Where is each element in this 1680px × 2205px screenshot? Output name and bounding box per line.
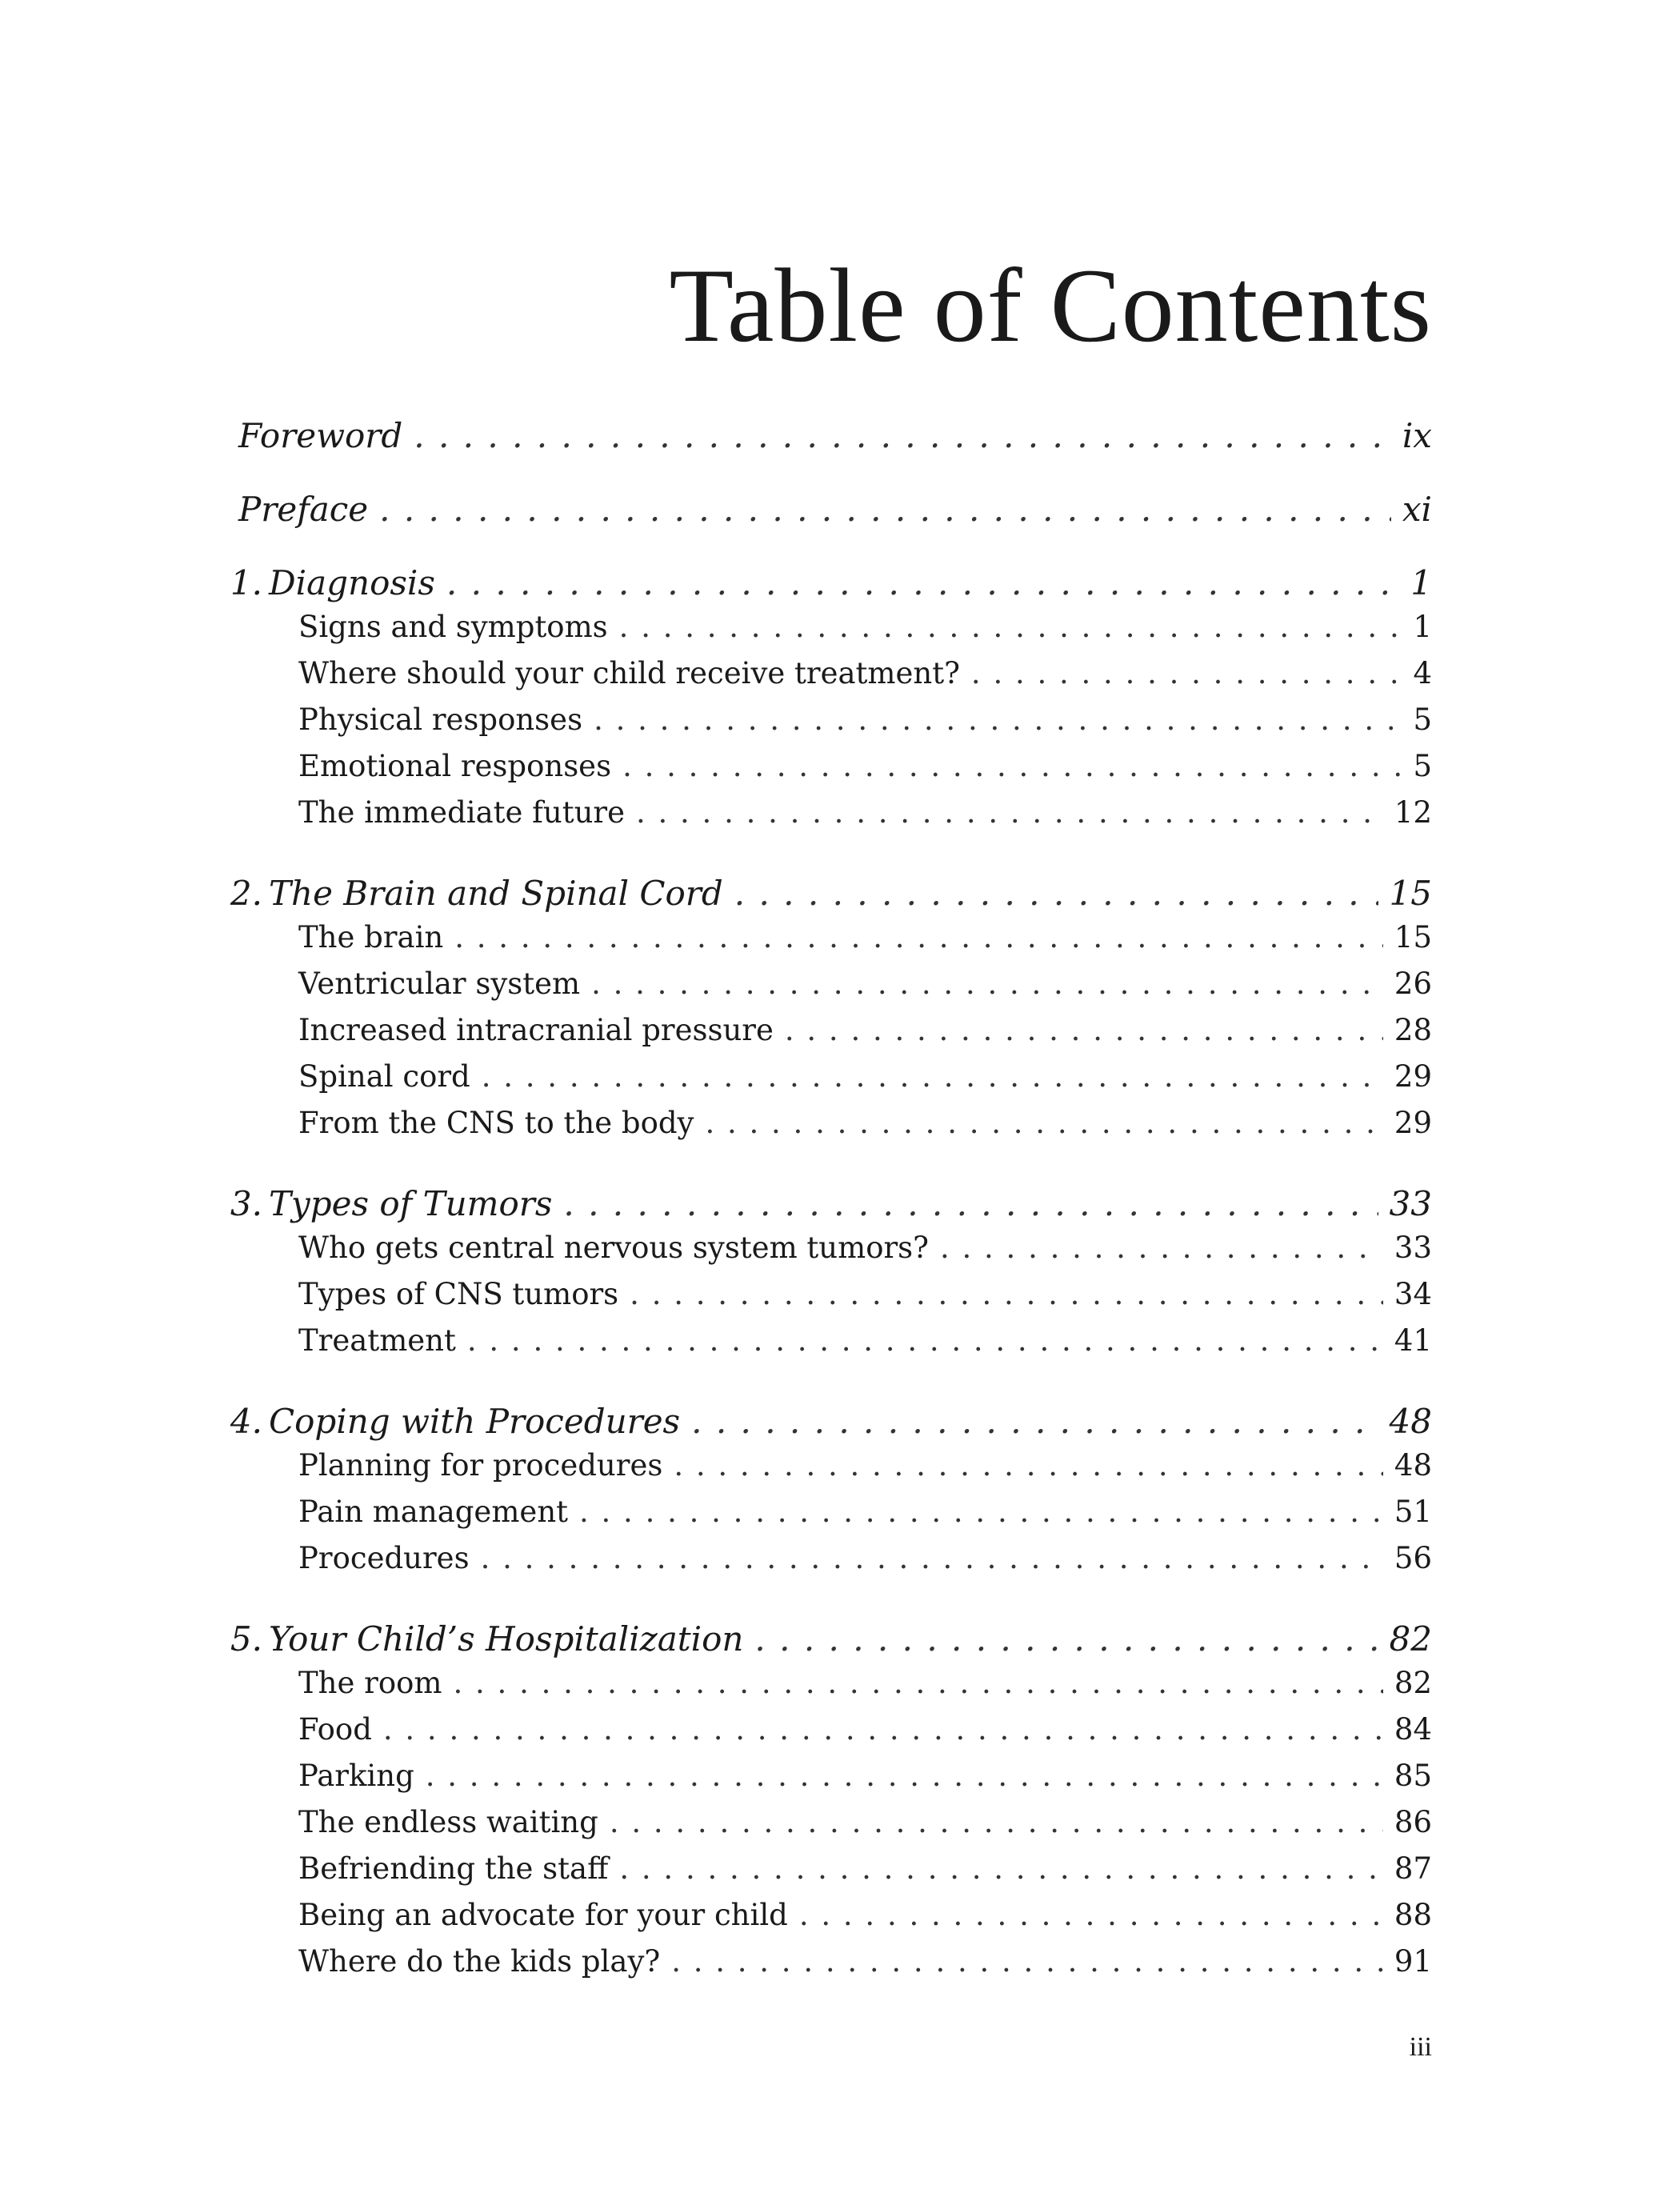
chapter-entry-page-number: 48 <box>1389 1402 1432 1441</box>
dot-leader <box>591 966 1383 1001</box>
section-entry-text: The room <box>298 1666 442 1700</box>
chapter-number: 4. <box>230 1402 262 1441</box>
section-entry-label <box>298 1495 568 1529</box>
chapter-entry[interactable] <box>230 563 1432 610</box>
section-entry-page-number: 5 <box>1413 702 1432 737</box>
chapter-entry-text: Diagnosis <box>269 563 435 602</box>
dot-leader <box>971 656 1402 690</box>
chapter-entry[interactable] <box>230 874 1432 920</box>
section-entry-label <box>298 795 625 830</box>
chapter-entry-page-number: 1 <box>1410 563 1432 602</box>
chapter-entry-label <box>230 1402 681 1441</box>
front-matter-entry[interactable] <box>238 416 1432 490</box>
section-entry-text: Emotional responses <box>298 749 612 783</box>
page-title: Table of Contents <box>669 246 1432 365</box>
section-entry[interactable] <box>238 749 1432 795</box>
section-entry-page-number: 56 <box>1394 1541 1432 1575</box>
chapter-entry-text: The Brain and Spinal Cord <box>269 874 723 913</box>
section-entry-page-number: 84 <box>1394 1712 1432 1747</box>
dot-leader <box>674 1448 1383 1483</box>
section-entry-text: The brain <box>298 920 444 954</box>
dot-leader <box>594 702 1402 737</box>
section-entry-page-number: 33 <box>1394 1231 1432 1265</box>
section-entry-label <box>298 1898 788 1932</box>
front-matter-entry-page-number: xi <box>1402 490 1432 529</box>
dot-leader <box>481 1541 1383 1575</box>
chapter-entry[interactable] <box>230 1184 1432 1231</box>
section-entry-text: Who gets central nervous system tumors? <box>298 1231 929 1265</box>
chapter-entry-text: Types of Tumors <box>269 1184 553 1223</box>
chapter-group <box>230 563 1432 842</box>
chapter-group <box>230 874 1432 1152</box>
section-entry-label <box>298 1666 442 1700</box>
dot-leader <box>630 1277 1383 1311</box>
chapter-group <box>230 1402 1432 1587</box>
chapter-group <box>230 1619 1432 1991</box>
chapter-number: 2. <box>230 874 262 913</box>
section-entry[interactable] <box>238 1231 1432 1277</box>
dot-leader <box>940 1231 1383 1265</box>
chapter-entry-label <box>230 1184 553 1223</box>
chapter-entry-label <box>230 874 723 913</box>
section-entry-page-number: 85 <box>1394 1759 1432 1793</box>
front-matter-entry[interactable] <box>238 490 1432 563</box>
section-entry-label <box>298 610 608 644</box>
section-entry-label <box>298 1231 929 1265</box>
section-entry-label <box>298 1851 608 1886</box>
dot-leader <box>636 795 1383 830</box>
section-entry-text: Parking <box>298 1759 414 1793</box>
section-entry-page-number: 5 <box>1413 749 1432 783</box>
front-matter <box>238 416 1432 563</box>
section-entry-text: Planning for procedures <box>298 1448 663 1483</box>
dot-leader <box>799 1898 1383 1932</box>
section-entry-text: Physical responses <box>298 702 583 737</box>
front-matter-entry-text: Foreword <box>238 416 403 455</box>
front-matter-entry-text: Preface <box>238 490 369 529</box>
dot-leader <box>619 1851 1383 1886</box>
front-matter-entry-label <box>238 490 368 529</box>
section-entry-page-number: 91 <box>1394 1944 1432 1979</box>
section-entry-page-number: 86 <box>1394 1805 1432 1839</box>
section-entry-label <box>298 1541 470 1575</box>
section-entry-label <box>298 1106 694 1140</box>
chapter-group <box>230 1184 1432 1370</box>
section-entry[interactable] <box>238 1759 1432 1805</box>
section-entry[interactable] <box>238 1944 1432 1991</box>
section-entry[interactable] <box>238 1323 1432 1370</box>
section-entry-text: Spinal cord <box>298 1059 470 1094</box>
chapter-entry-page-number: 15 <box>1389 874 1432 913</box>
section-entry-page-number: 82 <box>1394 1666 1432 1700</box>
dot-leader <box>414 416 1391 455</box>
dot-leader <box>671 1944 1383 1979</box>
dot-leader <box>446 563 1399 602</box>
front-matter-entry-page-number: ix <box>1402 416 1432 455</box>
chapter-number: 1. <box>230 563 262 602</box>
section-entry-label <box>298 749 611 783</box>
dot-leader <box>734 874 1378 913</box>
chapter-entry[interactable] <box>230 1402 1432 1448</box>
section-entry[interactable] <box>238 1495 1432 1541</box>
dot-leader <box>754 1619 1378 1659</box>
section-entry-text: The endless waiting <box>298 1805 598 1839</box>
chapter-entry-text: Your Child’s Hospitalization <box>269 1619 744 1659</box>
chapter-list <box>230 563 1432 1991</box>
table-of-contents <box>230 416 1432 2023</box>
section-entry-label <box>298 1712 372 1747</box>
section-entry-label <box>298 1323 456 1358</box>
section-entry[interactable] <box>238 1851 1432 1898</box>
section-entry-page-number: 12 <box>1394 795 1432 830</box>
section-entry-label <box>298 920 443 954</box>
dot-leader <box>426 1759 1383 1793</box>
section-entry[interactable] <box>238 1541 1432 1587</box>
chapter-entry-page-number: 82 <box>1389 1619 1432 1659</box>
section-entry[interactable] <box>238 1448 1432 1495</box>
section-entry-text: Pain management <box>298 1495 569 1529</box>
dot-leader <box>482 1059 1383 1094</box>
page-number: iii <box>1409 2032 1432 2062</box>
section-entry[interactable] <box>238 656 1432 702</box>
section-entry-label <box>298 1059 470 1094</box>
chapter-entry-text: Coping with Procedures <box>269 1402 681 1441</box>
section-entry[interactable] <box>238 1013 1432 1059</box>
section-entry-text: The immediate future <box>298 795 625 830</box>
section-entry[interactable] <box>238 610 1432 656</box>
dot-leader <box>579 1495 1383 1529</box>
section-entry[interactable] <box>238 1277 1432 1323</box>
section-entry-page-number: 26 <box>1394 966 1432 1001</box>
section-entry-label <box>298 1013 774 1047</box>
section-entry[interactable] <box>238 1106 1432 1152</box>
section-entry-label <box>298 1759 414 1793</box>
section-entry-page-number: 88 <box>1394 1898 1432 1932</box>
chapter-entry[interactable] <box>230 1619 1432 1666</box>
section-entry-text: Food <box>298 1712 372 1747</box>
front-matter-entry-label <box>238 416 402 455</box>
chapter-number: 5. <box>230 1619 262 1659</box>
section-entry-page-number: 34 <box>1394 1277 1432 1311</box>
section-entry-text: Treatment <box>298 1323 456 1358</box>
section-entry-text: Where do the kids play? <box>298 1944 661 1979</box>
dot-leader <box>454 920 1383 954</box>
section-entry-page-number: 28 <box>1394 1013 1432 1047</box>
section-entry-label <box>298 702 582 737</box>
dot-leader <box>610 1805 1383 1839</box>
dot-leader <box>383 1712 1383 1747</box>
chapter-entry-label <box>230 1619 744 1659</box>
section-entry-text: Procedures <box>298 1541 470 1575</box>
section-entry-page-number: 51 <box>1394 1495 1432 1529</box>
section-entry[interactable] <box>238 1898 1432 1944</box>
chapter-number: 3. <box>230 1184 262 1223</box>
section-entry[interactable] <box>238 1059 1432 1106</box>
dot-leader <box>622 749 1402 783</box>
section-entry-label <box>298 656 960 690</box>
section-entry-page-number: 1 <box>1413 610 1432 644</box>
dot-leader <box>705 1106 1382 1140</box>
section-entry-text: Where should your child receive treatment? <box>298 656 960 690</box>
section-entry-label <box>298 1805 598 1839</box>
section-entry-text: Increased intracranial pressure <box>298 1013 774 1047</box>
section-entry-label <box>298 1277 618 1311</box>
section-entry[interactable] <box>238 1805 1432 1851</box>
section-entry[interactable] <box>238 702 1432 749</box>
section-entry-label <box>298 1944 660 1979</box>
section-entry-text: Befriending the staff <box>298 1851 609 1886</box>
section-entry[interactable] <box>238 966 1432 1013</box>
section-entry-text: Being an advocate for your child <box>298 1898 788 1932</box>
section-entry-text: Types of CNS tumors <box>298 1277 619 1311</box>
dot-leader <box>619 610 1402 644</box>
section-entry-page-number: 87 <box>1394 1851 1432 1886</box>
section-entry-label <box>298 966 580 1001</box>
section-entry[interactable] <box>238 1712 1432 1759</box>
section-entry[interactable] <box>238 920 1432 966</box>
dot-leader <box>467 1323 1383 1358</box>
section-entry-text: From the CNS to the body <box>298 1106 694 1140</box>
section-entry-label <box>298 1448 662 1483</box>
dot-leader <box>379 490 1391 529</box>
section-entry-text: Ventricular system <box>298 966 581 1001</box>
dot-leader <box>454 1666 1383 1700</box>
section-entry-page-number: 15 <box>1394 920 1432 954</box>
dot-leader <box>563 1184 1378 1223</box>
section-entry-page-number: 41 <box>1394 1323 1432 1358</box>
section-entry-page-number: 29 <box>1394 1059 1432 1094</box>
section-entry[interactable] <box>238 1666 1432 1712</box>
section-entry[interactable] <box>238 795 1432 842</box>
section-entry-page-number: 29 <box>1394 1106 1432 1140</box>
section-entry-page-number: 48 <box>1394 1448 1432 1483</box>
dot-leader <box>785 1013 1383 1047</box>
dot-leader <box>691 1402 1378 1441</box>
section-entry-text: Signs and symptoms <box>298 610 608 644</box>
chapter-entry-label <box>230 563 435 602</box>
chapter-entry-page-number: 33 <box>1389 1184 1432 1223</box>
section-entry-page-number: 4 <box>1413 656 1432 690</box>
